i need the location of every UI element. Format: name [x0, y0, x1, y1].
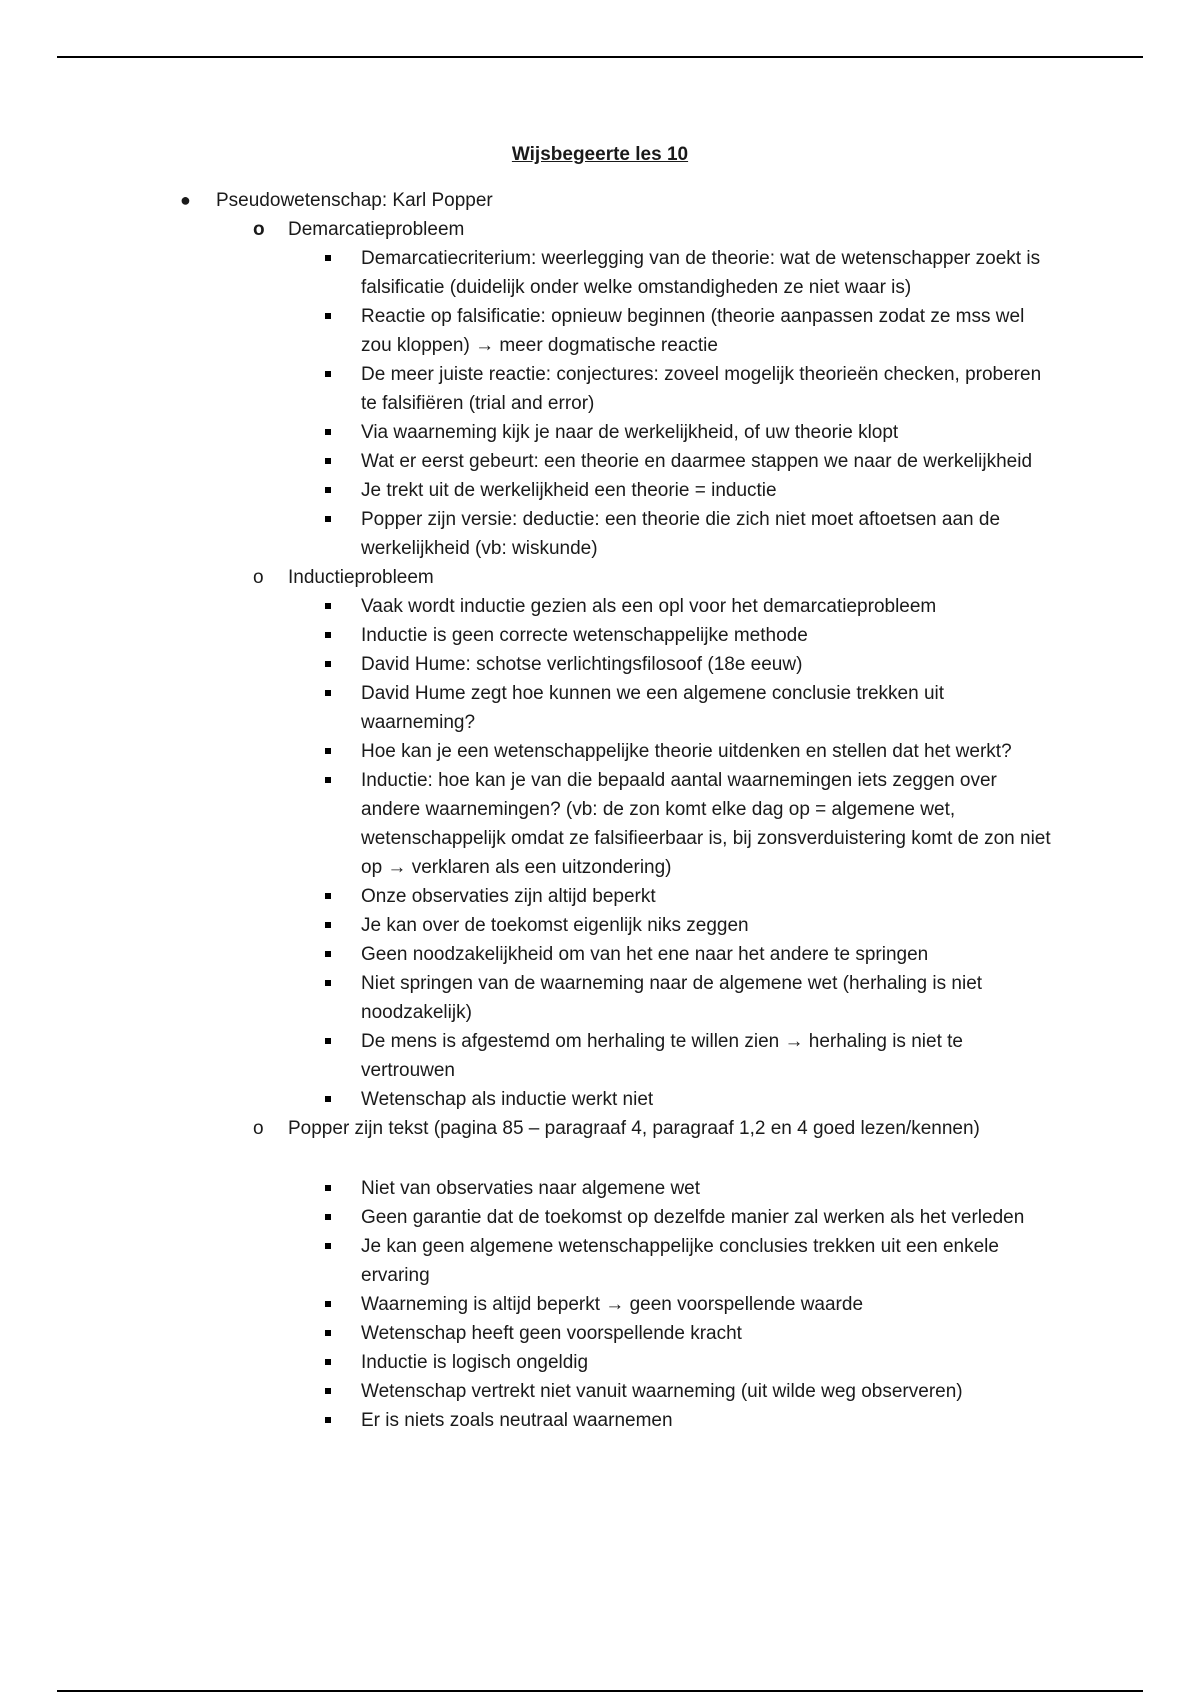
square-bullet-icon — [325, 458, 331, 464]
list-item: Je trekt uit de werkelijkheid een theorie = inductie — [0, 476, 1200, 505]
list-item: Wetenschap als inductie werkt niet — [0, 1085, 1200, 1114]
list-item: Er is niets zoals neutraal waarnemen — [0, 1406, 1200, 1435]
square-bullet-icon — [325, 1301, 331, 1307]
list-item: De meer juiste reactie: conjectures: zoveel mogelijk theorieën checken, proberen te falsifiëren (trial and error) — [0, 360, 1200, 418]
square-bullet-icon — [325, 1038, 331, 1044]
list-item: Hoe kan je een wetenschappelijke theorie uitdenken en stellen dat het werkt? — [0, 737, 1200, 766]
list-item: Popper zijn versie: deductie: een theorie die zich niet moet aftoetsen aan de werkelijkheid (vb: wiskunde) — [0, 505, 1200, 563]
footer-rule — [57, 1690, 1143, 1692]
circle-bullet-icon: o — [253, 1118, 264, 1139]
list-item: Geen garantie dat de toekomst op dezelfde manier zal werken als het verleden — [0, 1203, 1200, 1232]
list-item: Demarcatiecriterium: weerlegging van de theorie: wat de wetenschapper zoekt is falsificatie (duidelijk onder welke omstandigheden ze niet waar is) — [0, 244, 1200, 302]
square-bullet-icon — [325, 429, 331, 435]
square-bullet-icon — [325, 603, 331, 609]
square-bullet-icon — [325, 1214, 331, 1220]
circle-bullet-icon: o — [253, 567, 264, 588]
square-bullet-icon — [325, 1243, 331, 1249]
square-bullet-icon — [325, 1330, 331, 1336]
list-item: Wat er eerst gebeurt: een theorie en daarmee stappen we naar de werkelijkheid — [0, 447, 1200, 476]
circle-bullet-icon: o — [253, 219, 265, 240]
list-item: Inductie: hoe kan je van die bepaald aantal waarnemingen iets zeggen over andere waarnemingen? (vb: de zon komt elke dag op = algemene wet, wetenschappelijk omdat ze falsifieerbaar is, bij zonsverduistering komt de zon niet op → verklaren als een uitzondering) — [0, 766, 1200, 882]
list-item: Inductie is logisch ongeldig — [0, 1348, 1200, 1377]
square-bullet-icon — [325, 1185, 331, 1191]
header-rule — [57, 56, 1143, 58]
square-bullet-icon — [325, 661, 331, 667]
list-item: Inductie is geen correcte wetenschappelijke methode — [0, 621, 1200, 650]
list-item: Geen noodzakelijkheid om van het ene naar het andere te springen — [0, 940, 1200, 969]
square-bullet-icon — [325, 1096, 331, 1102]
document-body — [0, 186, 1200, 1435]
list-item: Wetenschap heeft geen voorspellende kracht — [0, 1319, 1200, 1348]
list-item: David Hume zegt hoe kunnen we een algemene conclusie trekken uit waarneming? — [0, 679, 1200, 737]
list-item: De mens is afgestemd om herhaling te willen zien → herhaling is niet te vertrouwen — [0, 1027, 1200, 1085]
square-bullet-icon — [325, 516, 331, 522]
section-heading: o Demarcatieprobleem — [0, 215, 1200, 244]
square-bullet-icon — [325, 893, 331, 899]
square-bullet-icon — [325, 1417, 331, 1423]
list-item: Onze observaties zijn altijd beperkt — [0, 882, 1200, 911]
square-bullet-icon — [325, 1388, 331, 1394]
list-item: Niet springen van de waarneming naar de algemene wet (herhaling is niet noodzakelijk) — [0, 969, 1200, 1027]
list-item: Wetenschap vertrekt niet vanuit waarneming (uit wilde weg observeren) — [0, 1377, 1200, 1406]
square-bullet-icon — [325, 632, 331, 638]
list-item: Via waarneming kijk je naar de werkelijkheid, of uw theorie klopt — [0, 418, 1200, 447]
list-item: Je kan geen algemene wetenschappelijke conclusies trekken uit een enkele ervaring — [0, 1232, 1200, 1290]
bullet-icon: ● — [180, 190, 191, 210]
square-bullet-icon — [325, 777, 331, 783]
topic-label: Pseudowetenschap: Karl Popper — [216, 190, 493, 211]
square-bullet-icon — [325, 371, 331, 377]
square-bullet-icon — [325, 748, 331, 754]
list-item: Niet van observaties naar algemene wet — [0, 1174, 1200, 1203]
list-item: Reactie op falsificatie: opnieuw beginnen (theorie aanpassen zodat ze mss wel zou kloppen) → meer dogmatische reactie — [0, 302, 1200, 360]
square-bullet-icon — [325, 690, 331, 696]
blank-line — [0, 1143, 1200, 1174]
list-item: David Hume: schotse verlichtingsfilosoof (18e eeuw) — [0, 650, 1200, 679]
square-bullet-icon — [325, 980, 331, 986]
section-heading: o Popper zijn tekst (pagina 85 – paragraaf 4, paragraaf 1,2 en 4 goed lezen/kennen) — [0, 1114, 1200, 1143]
list-item: Vaak wordt inductie gezien als een opl voor het demarcatieprobleem — [0, 592, 1200, 621]
list-item: Waarneming is altijd beperkt → geen voorspellende waarde — [0, 1290, 1200, 1319]
square-bullet-icon — [325, 255, 331, 261]
square-bullet-icon — [325, 951, 331, 957]
list-item: Je kan over de toekomst eigenlijk niks zeggen — [0, 911, 1200, 940]
square-bullet-icon — [325, 313, 331, 319]
square-bullet-icon — [325, 1359, 331, 1365]
topic-item — [0, 186, 1200, 215]
square-bullet-icon — [325, 922, 331, 928]
page-title: Wijsbegeerte les 10 — [511, 144, 689, 165]
section-heading: o Inductieprobleem — [0, 563, 1200, 592]
square-bullet-icon — [325, 487, 331, 493]
